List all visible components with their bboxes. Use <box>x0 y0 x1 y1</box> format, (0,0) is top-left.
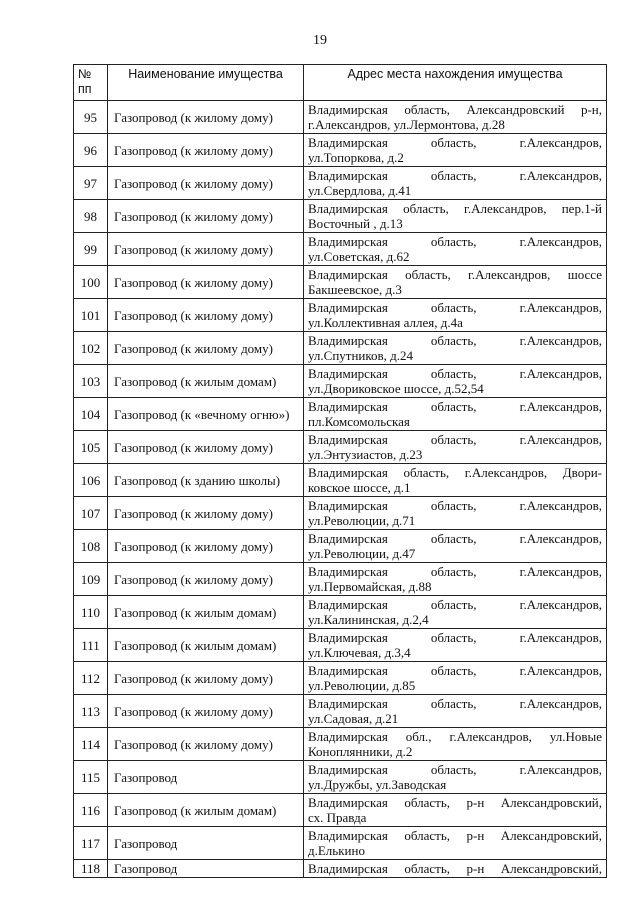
address-line-1: Владимирская область, г.Александров, <box>308 135 602 150</box>
address-line-1: Владимирская область, г.Александров, Двори- <box>308 465 602 480</box>
row-number: 97 <box>74 167 108 200</box>
address-line-1: Владимирская область, р-н Александровский, <box>308 861 602 876</box>
row-number: 99 <box>74 233 108 266</box>
address-line-1: Владимирская область, г.Александров, <box>308 663 602 678</box>
property-name: Газопровод (к жилому дому) <box>108 497 304 530</box>
address-line-2: ул.Дружбы, ул.Заводская <box>308 777 447 792</box>
row-number: 103 <box>74 365 108 398</box>
property-name: Газопровод <box>108 827 304 860</box>
property-address <box>304 464 607 497</box>
property-name: Газопровод (к жилому дому) <box>108 101 304 134</box>
property-address <box>304 695 607 728</box>
address-line-2: ул.Революции, д.85 <box>308 678 416 693</box>
address-line-1: Владимирская область, р-н Александровский, <box>308 828 602 843</box>
table-row <box>74 695 607 728</box>
property-name: Газопровод (к жилому дому) <box>108 233 304 266</box>
table-row <box>74 662 607 695</box>
row-number: 117 <box>74 827 108 860</box>
table-row <box>74 728 607 761</box>
address-line-2: ул.Коллективная аллея, д.4а <box>308 315 463 330</box>
row-number: 109 <box>74 563 108 596</box>
row-number: 114 <box>74 728 108 761</box>
address-line-1: Владимирская область, г.Александров, <box>308 630 602 645</box>
property-address <box>304 794 607 827</box>
address-line-2: ул.Двориковское шоссе, д.52,54 <box>308 381 484 396</box>
table-row <box>74 827 607 860</box>
row-number: 98 <box>74 200 108 233</box>
property-address <box>304 860 607 878</box>
property-address <box>304 266 607 299</box>
address-line-2: ул.Спутников, д.24 <box>308 348 414 363</box>
table-row <box>74 464 607 497</box>
table-row <box>74 167 607 200</box>
row-number: 104 <box>74 398 108 431</box>
table-row <box>74 266 607 299</box>
table-row <box>74 563 607 596</box>
table-row <box>74 200 607 233</box>
address-line-2: ковское шоссе, д.1 <box>308 480 411 495</box>
address-line-1: Владимирская область, г.Александров, <box>308 531 602 546</box>
property-address <box>304 497 607 530</box>
row-number: 115 <box>74 761 108 794</box>
property-address <box>304 596 607 629</box>
header-name: Наименование имущества <box>108 65 304 101</box>
address-line-2: ул.Топоркова, д.2 <box>308 150 404 165</box>
property-name: Газопровод (к жилому дому) <box>108 695 304 728</box>
address-line-2: ул.Садовая, д.21 <box>308 711 399 726</box>
property-name: Газопровод (к жилым домам) <box>108 794 304 827</box>
property-address <box>304 827 607 860</box>
address-line-1: Владимирская область, г.Александров, шоссе <box>308 267 602 282</box>
property-address <box>304 629 607 662</box>
property-address <box>304 101 607 134</box>
table-row <box>74 629 607 662</box>
row-number: 107 <box>74 497 108 530</box>
header-address: Адрес места нахождения имущества <box>304 65 607 101</box>
table-row <box>74 497 607 530</box>
address-line-2: г.Александров, ул.Лермонтова, д.28 <box>308 117 505 132</box>
property-name: Газопровод (к жилым домам) <box>108 365 304 398</box>
property-name: Газопровод (к жилому дому) <box>108 431 304 464</box>
property-name: Газопровод <box>108 761 304 794</box>
table-row <box>74 332 607 365</box>
property-name: Газопровод (к «вечному огню») <box>108 398 304 431</box>
property-name: Газопровод (к жилому дому) <box>108 167 304 200</box>
address-line-1: Владимирская область, г.Александров, <box>308 234 602 249</box>
property-address <box>304 299 607 332</box>
property-name: Газопровод (к жилому дому) <box>108 134 304 167</box>
property-table <box>73 64 607 878</box>
address-line-2: д.Елькино <box>308 843 365 858</box>
property-name: Газопровод (к жилому дому) <box>108 332 304 365</box>
table-row <box>74 365 607 398</box>
row-number: 100 <box>74 266 108 299</box>
table-row <box>74 299 607 332</box>
property-address <box>304 761 607 794</box>
property-name: Газопровод (к жилому дому) <box>108 200 304 233</box>
property-name: Газопровод (к жилому дому) <box>108 662 304 695</box>
page-number: 19 <box>313 33 327 48</box>
address-line-1: Владимирская область, г.Александров, <box>308 696 602 711</box>
property-address <box>304 332 607 365</box>
address-line-2: ул.Первомайская, д.88 <box>308 579 432 594</box>
property-address <box>304 563 607 596</box>
address-line-2: Восточный , д.13 <box>308 216 403 231</box>
address-line-1: Владимирская область, г.Александров, <box>308 597 602 612</box>
property-address <box>304 365 607 398</box>
table-row <box>74 860 607 878</box>
address-line-2: Коноплянники, д.2 <box>308 744 413 759</box>
address-line-2: ул.Революции, д.71 <box>308 513 416 528</box>
address-line-2: Бакшеевское, д.3 <box>308 282 402 297</box>
row-number: 102 <box>74 332 108 365</box>
header-number-line2: пп <box>78 82 92 96</box>
table-row <box>74 134 607 167</box>
property-address <box>304 233 607 266</box>
property-name: Газопровод (к жилому дому) <box>108 728 304 761</box>
table-row <box>74 233 607 266</box>
property-address <box>304 200 607 233</box>
row-number: 113 <box>74 695 108 728</box>
table-row <box>74 761 607 794</box>
property-name: Газопровод <box>108 860 304 878</box>
row-number: 118 <box>74 860 108 878</box>
row-number: 96 <box>74 134 108 167</box>
property-name: Газопровод (к жилому дому) <box>108 563 304 596</box>
row-number: 108 <box>74 530 108 563</box>
table-row <box>74 398 607 431</box>
row-number: 111 <box>74 629 108 662</box>
address-line-2: ул.Свердлова, д.41 <box>308 183 412 198</box>
address-line-1: Владимирская область, г.Александров, <box>308 498 602 513</box>
property-name: Газопровод (к жилому дому) <box>108 299 304 332</box>
address-line-2: ул.Калининская, д.2,4 <box>308 612 429 627</box>
table-row <box>74 431 607 464</box>
address-line-1: Владимирская область, г.Александров, <box>308 762 602 777</box>
table-header-row <box>74 65 607 101</box>
property-address <box>304 662 607 695</box>
address-line-2: ул.Энтузиастов, д.23 <box>308 447 423 462</box>
address-line-2: сх. Правда <box>308 810 367 825</box>
property-address <box>304 398 607 431</box>
address-line-1: Владимирская область, Александровский р-н, <box>308 102 602 117</box>
property-address <box>304 134 607 167</box>
address-line-1: Владимирская область, г.Александров, пер.1-й <box>308 201 602 216</box>
table-row <box>74 596 607 629</box>
table-row <box>74 794 607 827</box>
address-line-1: Владимирская область, г.Александров, <box>308 168 602 183</box>
address-line-2: ул.Ключевая, д.3,4 <box>308 645 411 660</box>
property-address <box>304 167 607 200</box>
table-row <box>74 101 607 134</box>
header-number-line1: № <box>78 67 92 81</box>
header-number <box>74 65 108 101</box>
row-number: 101 <box>74 299 108 332</box>
table-row <box>74 530 607 563</box>
row-number: 116 <box>74 794 108 827</box>
address-line-1: Владимирская область, г.Александров, <box>308 366 602 381</box>
row-number: 110 <box>74 596 108 629</box>
row-number: 112 <box>74 662 108 695</box>
address-line-2: ул.Советская, д.62 <box>308 249 410 264</box>
property-name: Газопровод (к жилому дому) <box>108 266 304 299</box>
address-line-1: Владимирская область, г.Александров, <box>308 333 602 348</box>
property-name: Газопровод (к жилым домам) <box>108 629 304 662</box>
address-line-2: ул.Революции, д.47 <box>308 546 416 561</box>
property-address <box>304 728 607 761</box>
row-number: 105 <box>74 431 108 464</box>
address-line-2: пл.Комсомольская <box>308 414 410 429</box>
row-number: 106 <box>74 464 108 497</box>
address-line-1: Владимирская область, г.Александров, <box>308 564 602 579</box>
property-address <box>304 431 607 464</box>
address-line-1: Владимирская область, р-н Александровский, <box>308 795 602 810</box>
address-line-1: Владимирская область, г.Александров, <box>308 399 602 414</box>
row-number: 95 <box>74 101 108 134</box>
address-line-1: Владимирская область, г.Александров, <box>308 300 602 315</box>
property-name: Газопровод (к жилым домам) <box>108 596 304 629</box>
property-name: Газопровод (к жилому дому) <box>108 530 304 563</box>
property-name: Газопровод (к зданию школы) <box>108 464 304 497</box>
property-address <box>304 530 607 563</box>
address-line-1: Владимирская область, г.Александров, <box>308 432 602 447</box>
address-line-1: Владимирская обл., г.Александров, ул.Новые <box>308 729 602 744</box>
